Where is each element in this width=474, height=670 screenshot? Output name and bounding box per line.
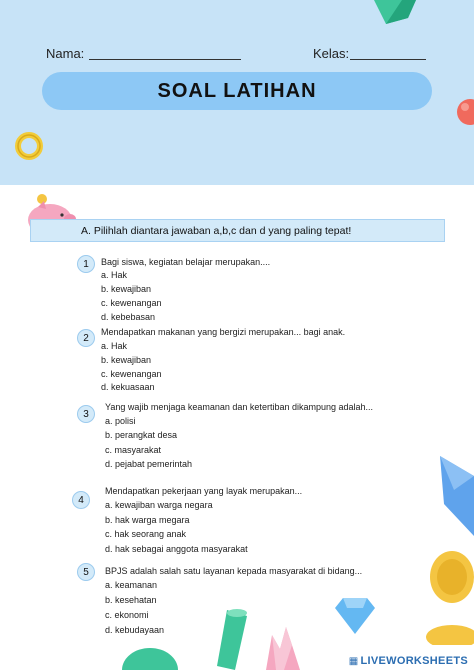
answer-option[interactable]: b. kesehatan — [105, 595, 157, 605]
blue-diamond-icon — [335, 598, 375, 634]
question-number-badge: 3 — [77, 405, 95, 423]
answer-option[interactable]: b. kewajiban — [101, 284, 152, 294]
answer-option[interactable]: a. keamanan — [105, 580, 158, 590]
answer-option[interactable]: b. perangkat desa — [105, 430, 178, 440]
liveworksheets-mark-icon: ▦ — [348, 656, 359, 667]
answer-option[interactable]: a. Hak — [101, 341, 128, 351]
question-number-badge: 1 — [77, 255, 95, 273]
answer-option[interactable]: c. hak seorang anak — [105, 529, 187, 539]
question-number-badge: 5 — [77, 563, 95, 581]
answer-option[interactable]: c. ekonomi — [105, 610, 149, 620]
class-input-line[interactable] — [350, 59, 426, 60]
pink-crystal-icon — [262, 625, 302, 670]
answer-option[interactable]: c. masyarakat — [105, 445, 162, 455]
page-title: SOAL LATIHAN — [157, 79, 317, 102]
answer-option[interactable]: b. hak warga megara — [105, 515, 190, 525]
answer-option[interactable]: c. kewenangan — [101, 369, 162, 379]
answer-option[interactable]: a. polisi — [105, 416, 136, 426]
green-cylinder-icon — [217, 606, 251, 670]
name-input-line[interactable] — [89, 59, 241, 60]
question-text: Yang wajib menjaga keamanan dan ketertiban dikampung adalah... — [105, 402, 374, 412]
gold-ring-icon — [14, 131, 44, 161]
answer-option[interactable]: a. Hak — [101, 270, 128, 280]
class-label: Kelas: — [313, 46, 350, 61]
question-number-badge: 4 — [72, 491, 90, 509]
answer-option[interactable]: d. kebudayaan — [105, 625, 165, 635]
instruction-bar — [30, 219, 445, 242]
red-ball-icon — [455, 97, 474, 127]
answer-option[interactable]: b. kewajiban — [101, 355, 152, 365]
title-banner — [42, 72, 432, 110]
answer-option[interactable]: d. hak sebagai anggota masyarakat — [105, 544, 248, 554]
coin-stack-icon — [412, 545, 474, 645]
name-label: Nama: — [46, 46, 85, 61]
question-text: Mendapatkan pekerjaan yang layak merupakan... — [105, 486, 303, 496]
instruction-text: A. Pilihlah diantara jawaban a,b,c dan d yang paling tepat! — [81, 224, 352, 237]
answer-option[interactable]: d. kekuasaan — [101, 382, 155, 392]
question-number-badge: 2 — [77, 329, 95, 347]
question-text: BPJS adalah salah satu layanan kepada masyarakat di bidang... — [105, 566, 363, 576]
answer-option[interactable]: d. pejabat pemerintah — [105, 459, 193, 469]
answer-option[interactable]: a. kewajiban warga negara — [105, 500, 213, 510]
liveworksheets-logo[interactable] — [349, 655, 468, 667]
answer-option[interactable]: c. kewenangan — [101, 298, 162, 308]
question-text: Bagi siswa, kegiatan belajar merupakan.... — [101, 257, 271, 267]
logo-text: LIVEWORKSHEETS — [360, 655, 468, 667]
green-gem-icon — [372, 0, 418, 26]
question-text: Mendapatkan makanan yang bergizi merupakan... bagi anak. — [101, 327, 346, 337]
answer-option[interactable]: d. kebebasan — [101, 312, 156, 322]
green-sphere-icon — [122, 644, 178, 670]
blue-triangle-icon — [440, 456, 474, 538]
